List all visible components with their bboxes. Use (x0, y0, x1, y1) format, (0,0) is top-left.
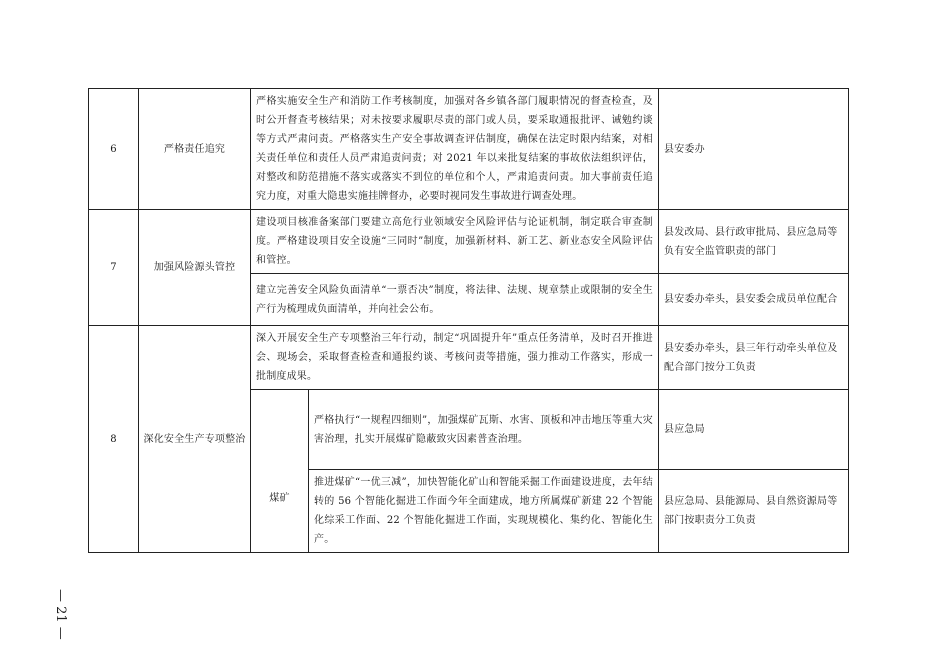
task-name: 加强风险源头管控 (139, 210, 251, 326)
responsible-unit: 县应急局 (659, 390, 849, 470)
row-number: 8 (89, 326, 139, 553)
task-name: 严格责任追究 (139, 89, 251, 210)
responsible-unit: 县安委办牵头，县安委会成员单位配合 (659, 274, 849, 326)
task-description: 严格实施安全生产和消防工作考核制度，加强对各乡镇各部门履职情况的督查检查，及时公开督查考核结果；对未按要求履职尽责的部门或人员，要采取通报批评、诫勉约谈等方式严肃问责。严格落实生产安全事故调查评估制度，确保在法定时限内结案，对相关责任单位和责任人员严肃追责问责；对 2021 年以来批复结案的事故依法组织评估，对整改和防范措施不落实或落实不到位的单位和个人，严肃追责问责。加大事前责任追究力度，对重大隐患实施挂牌督办，必要时视同发生事故进行调查处理。 (251, 89, 659, 210)
task-table (88, 88, 849, 553)
responsible-unit: 县安委办牵头，县三年行动牵头单位及配合部门按分工负责 (659, 326, 849, 390)
sub-category: 煤矿 (251, 390, 309, 553)
task-description: 建设项目核准备案部门要建立高危行业领域安全风险评估与论证机制，制定联合审查制度。严格建设项目安全设施“三同时”制度，加强新材料、新工艺、新业态安全风险评估和管控。 (251, 210, 659, 274)
task-name: 深化安全生产专项整治 (139, 326, 251, 553)
task-description: 深入开展安全生产专项整治三年行动，制定“巩固提升年”重点任务清单，及时召开推进会、现场会，采取督查检查和通报约谈、考核问责等措施，强力推动工作落实，形成一批制度成果。 (251, 326, 659, 390)
responsible-unit: 县发改局、县行政审批局、县应急局等负有安全监管职责的部门 (659, 210, 849, 274)
task-description: 推进煤矿“一优三减”，加快智能化矿山和智能采掘工作面建设进度，去年结转的 56 个智能化掘进工作面今年全面建成，地方所属煤矿新建 22 个智能化综采工作面、22 个智能化掘进工作面，实现规模化、集约化、智能化生产。 (309, 470, 659, 553)
row-number: 7 (89, 210, 139, 326)
task-description: 建立完善安全风险负面清单“一票否决”制度，将法律、法规、规章禁止或限制的安全生产行为梳理成负面清单，并向社会公布。 (251, 274, 659, 326)
table-row (89, 326, 849, 390)
responsible-unit: 县应急局、县能源局、县自然资源局等部门按职责分工负责 (659, 470, 849, 553)
table-row (89, 210, 849, 274)
page-number: — 21 — (53, 588, 68, 640)
table-row (89, 89, 849, 210)
row-number: 6 (89, 89, 139, 210)
task-description: 严格执行“一规程四细则”，加强煤矿瓦斯、水害、顶板和冲击地压等重大灾害治理，扎实开展煤矿隐蔽致灾因素普查治理。 (309, 390, 659, 470)
responsible-unit: 县安委办 (659, 89, 849, 210)
